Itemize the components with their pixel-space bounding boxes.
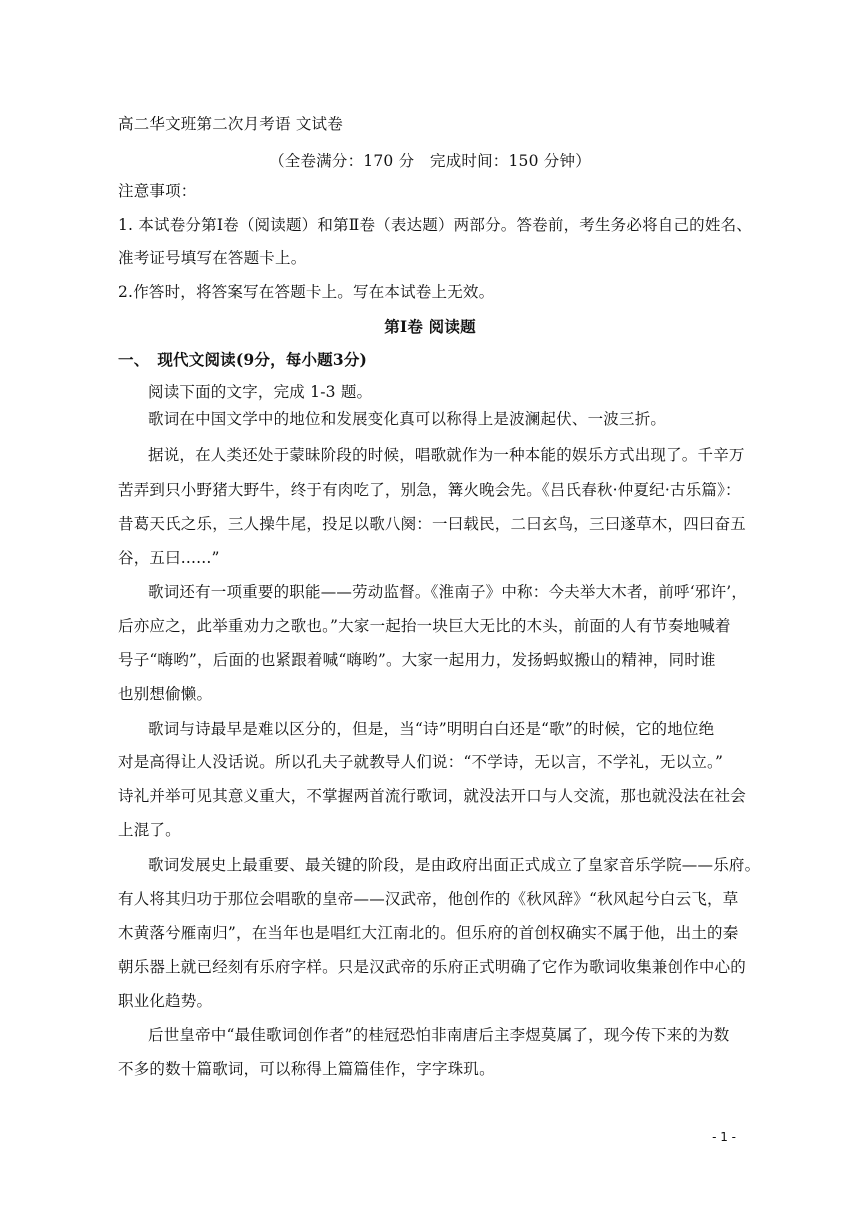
page-number: - 1 - <box>712 1130 736 1144</box>
passage-line-19: 后世皇帝中“最佳歌词创作者”的桂冠恐怕非南唐后主李煜莫属了，现今传下来的为数 <box>148 1026 730 1044</box>
passage-line-15: 有人将其归功于那位会唱歌的皇帝——汉武帝，他创作的《秋风辞》“秋风起兮白云飞，草 <box>118 890 739 908</box>
passage-line-6: 歌词还有一项重要的职能——劳动监督。《淮南子》中称：今夫举大木者，前呼‘邪许’， <box>148 583 748 601</box>
exam-subtitle: （全卷满分：170 分 完成时间：150 分钟） <box>269 152 591 170</box>
note-item-1: 1. 本试卷分第Ⅰ卷（阅读题）和第Ⅱ卷（表达题）两部分。答卷前，考生务必将自己的姓名、 <box>118 216 752 234</box>
exam-title: 高二华文班第二次月考语 文试卷 <box>118 115 343 133</box>
passage-line-18: 职业化趋势。 <box>118 992 213 1010</box>
passage-line-5: 谷，五曰......” <box>118 549 220 567</box>
passage-line-17: 朝乐器上就已经刻有乐府字样。只是汉武帝的乐府正式明确了它作为歌词收集兼创作中心的 <box>118 958 747 976</box>
passage-line-13: 上混了。 <box>118 821 181 839</box>
note-item-2: 2.作答时，将答案写在答题卡上。写在本试卷上无效。 <box>118 283 495 301</box>
passage-line-2: 据说，在人类还处于蒙昧阶段的时候，唱歌就作为一种本能的娱乐方式出现了。千辛万 <box>148 446 745 464</box>
passage-line-1: 歌词在中国文学中的地位和发展变化真可以称得上是波澜起伏、一波三折。 <box>148 410 667 428</box>
passage-line-8: 号子“嗨哟”，后面的也紧跟着喊“嗨哟”。大家一起用力，发扬蚂蚁搬山的精神，同时谁 <box>118 651 716 669</box>
notes-heading: 注意事项： <box>118 182 197 200</box>
passage-line-12: 诗礼并举可见其意义重大，不掌握两首流行歌词，就没法开口与人交流，那也就没法在社会 <box>118 787 747 805</box>
passage-line-14: 歌词发展史上最重要、最关键的阶段，是由政府出面正式成立了皇家音乐学院——乐府。 <box>148 856 761 874</box>
passage-line-4: 昔葛天氏之乐，三人操牛尾，投足以歌八阕：一曰载民，二曰玄鸟，三曰遂草木，四曰奋五 <box>118 515 747 533</box>
part-heading: 一、 现代文阅读(9分，每小题3分) <box>118 350 368 369</box>
passage-line-9: 也别想偷懒。 <box>118 685 213 703</box>
passage-line-10: 歌词与诗最早是难以区分的，但是，当“诗”明明白白还是“歌”的时候，它的地位绝 <box>148 720 715 738</box>
passage-line-16: 木黄落兮雁南归”，在当年也是唱红大江南北的。但乐府的首创权确实不属于他，出土的秦 <box>118 924 739 942</box>
section-title: 第Ⅰ卷 阅读题 <box>384 317 476 336</box>
instruction-text: 阅读下面的文字，完成 1-3 题。 <box>148 383 373 401</box>
passage-line-20: 不多的数十篇歌词，可以称得上篇篇佳作，字字珠玑。 <box>118 1060 495 1078</box>
note-item-1-cont: 准考证号填写在答题卡上。 <box>118 249 307 267</box>
passage-line-11: 对是高得让人没话说。所以孔夫子就教导人们说：“不学诗，无以言，不学礼，无以立。” <box>118 753 724 771</box>
passage-line-3: 苦弄到只小野猪大野牛，终于有肉吃了，别急，篝火晚会先。《吕氏春秋·仲夏纪·古乐篇》： <box>118 481 741 499</box>
passage-line-7: 后亦应之，此举重劝力之歌也。”大家一起抬一块巨大无比的木头，前面的人有节奏地喊着 <box>118 617 731 635</box>
